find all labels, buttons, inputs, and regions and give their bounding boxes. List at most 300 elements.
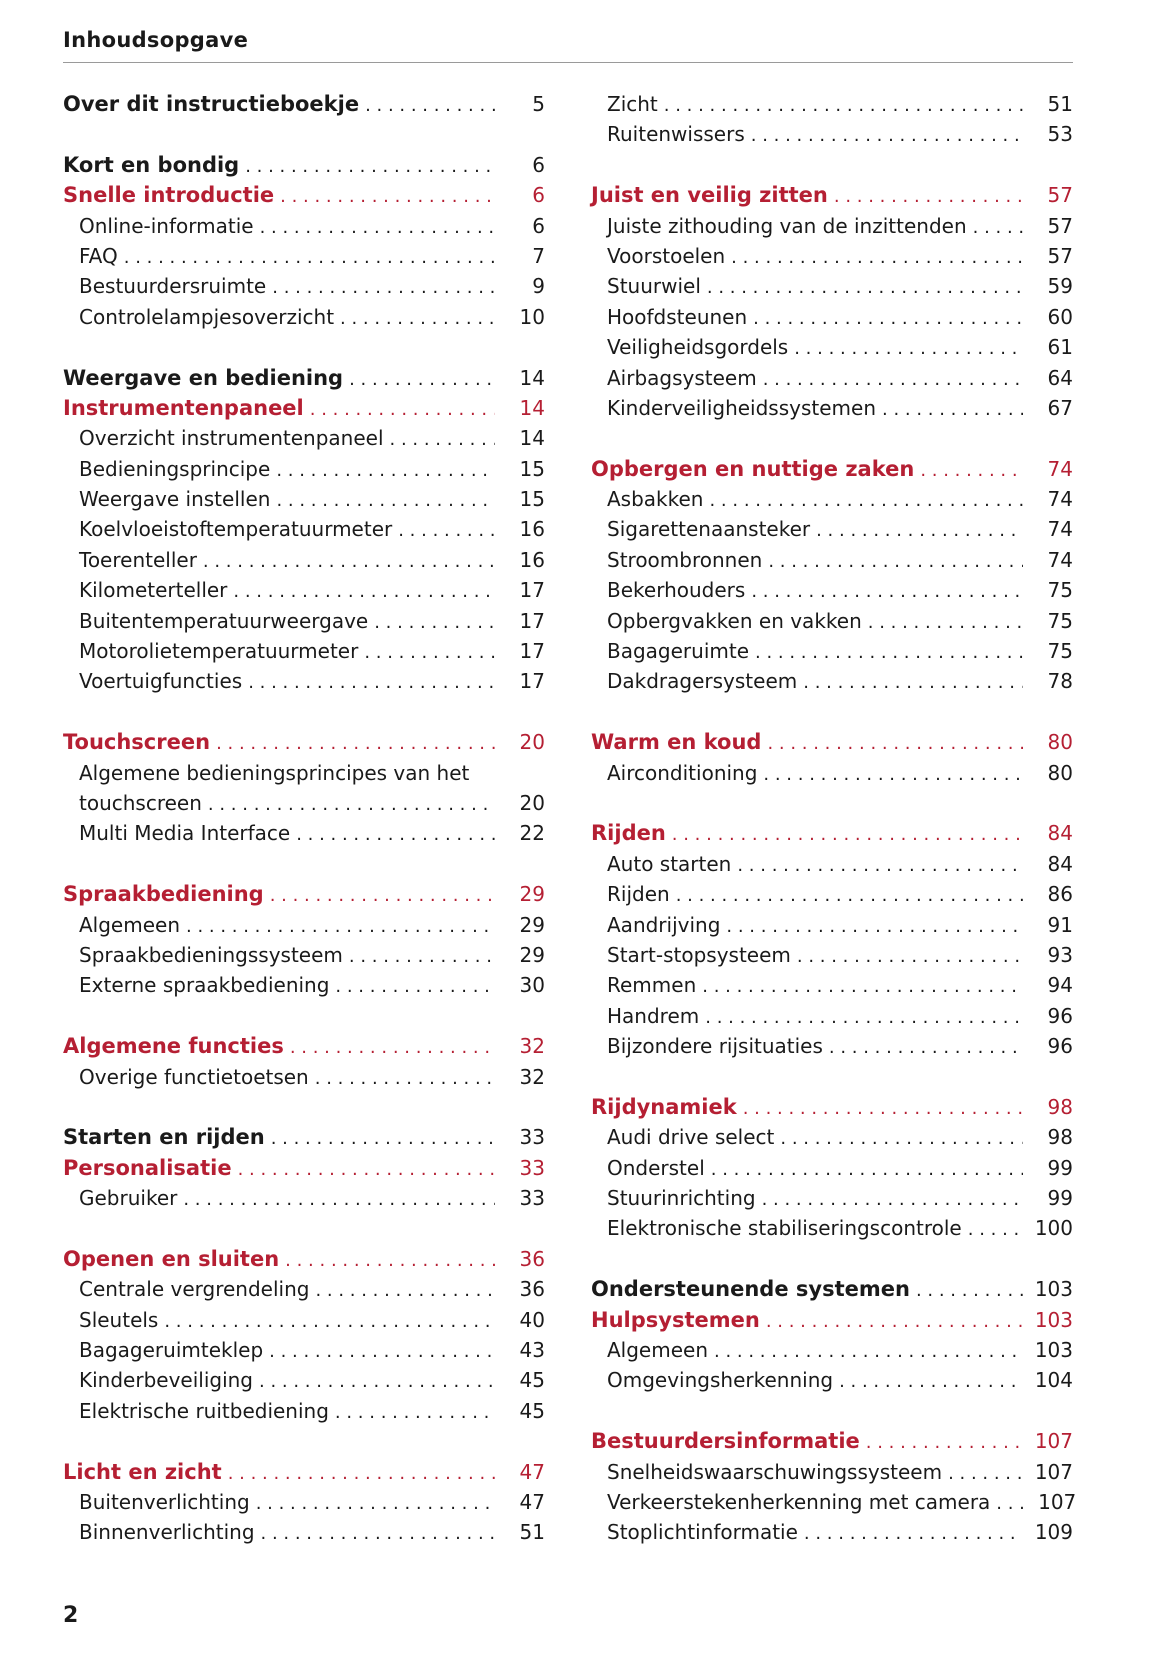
toc-page-number: 103 (1034, 1307, 1073, 1332)
toc-section-entry[interactable] (63, 548, 545, 578)
toc-dot-leader (705, 1007, 1023, 1028)
toc-section-entry[interactable] (63, 609, 545, 639)
toc-dot-leader (866, 1432, 1023, 1453)
toc-section-entry[interactable] (591, 1338, 1073, 1368)
toc-dot-leader (882, 399, 1023, 420)
toc-page-number: 74 (1047, 517, 1073, 542)
toc-dot-leader (203, 551, 495, 572)
section-spacer (63, 122, 545, 152)
toc-dot-leader (768, 551, 1023, 572)
toc-page-number: 64 (1047, 365, 1073, 390)
toc-dot-leader (780, 1128, 1023, 1149)
toc-dot-leader (186, 916, 495, 937)
toc-chapter-entry[interactable] (63, 1156, 545, 1186)
toc-entry-title: touchscreen (79, 790, 202, 815)
toc-column-left (63, 92, 545, 1551)
toc-page-number: 103 (1034, 1277, 1073, 1302)
toc-page-number: 99 (1047, 1186, 1073, 1211)
toc-section-entry[interactable] (63, 305, 545, 335)
toc-dot-leader (365, 95, 495, 116)
toc-chapter-entry[interactable] (63, 730, 545, 760)
section-spacer (63, 335, 545, 365)
toc-page-number: 59 (1047, 274, 1073, 299)
toc-section-entry[interactable] (63, 943, 545, 973)
toc-entry-title: Licht en zicht (63, 1459, 222, 1484)
toc-dot-leader (916, 1280, 1023, 1301)
toc-entry-title: Bagageruimte (607, 639, 750, 664)
toc-section-entry[interactable] (63, 973, 545, 1003)
toc-section-entry[interactable] (63, 1277, 545, 1307)
section-spacer (63, 1429, 545, 1459)
toc-chapter-entry[interactable] (63, 183, 545, 213)
toc-page-number: 96 (1047, 1003, 1073, 1028)
toc-entry-title: Voorstoelen (607, 243, 726, 268)
toc-entry-title: Audi drive select (607, 1125, 775, 1150)
toc-section-entry[interactable] (591, 1156, 1073, 1186)
toc-section-entry[interactable] (591, 669, 1073, 699)
toc-chapter-entry[interactable] (591, 1095, 1073, 1125)
section-spacer (63, 1004, 545, 1034)
toc-section-entry[interactable] (591, 943, 1073, 973)
toc-entry-title: Aandrijving (607, 912, 721, 937)
toc-column-right (591, 92, 1077, 1551)
toc-chapter-entry[interactable] (63, 366, 545, 396)
toc-page-number: 47 (519, 1489, 545, 1514)
toc-dot-leader (228, 1463, 495, 1484)
toc-chapter-entry[interactable] (63, 396, 545, 426)
toc-dot-leader (834, 186, 1023, 207)
toc-entry-title: Remmen (607, 973, 697, 998)
toc-entry-title: Koelvloeistoftemperatuurmeter (79, 517, 393, 542)
toc-page-number: 84 (1047, 851, 1073, 876)
toc-section-entry[interactable] (63, 639, 545, 669)
toc-section-entry[interactable] (591, 274, 1073, 304)
toc-dot-leader (216, 733, 495, 754)
toc-dot-leader (183, 1189, 495, 1210)
toc-section-entry[interactable] (63, 1186, 545, 1216)
toc-page-number: 53 (1047, 122, 1073, 147)
toc-dot-leader (731, 247, 1023, 268)
toc-section-entry[interactable] (591, 335, 1073, 365)
toc-dot-leader (340, 308, 495, 329)
toc-dot-leader (233, 581, 495, 602)
toc-dot-leader (315, 1068, 495, 1089)
toc-section-entry[interactable] (63, 761, 545, 791)
toc-section-entry[interactable] (591, 366, 1073, 396)
toc-page-number: 78 (1047, 669, 1073, 694)
toc-chapter-entry[interactable] (591, 1308, 1073, 1338)
toc-section-entry[interactable] (63, 1308, 545, 1338)
section-spacer (591, 1399, 1073, 1429)
toc-section-entry[interactable] (591, 761, 1073, 791)
toc-entry-title: Sigarettenaansteker (607, 517, 811, 542)
toc-entry-title: Centrale vergrendeling (79, 1277, 310, 1302)
toc-dot-leader (948, 1463, 1023, 1484)
toc-chapter-entry[interactable] (591, 183, 1073, 213)
toc-page-number: 29 (519, 912, 545, 937)
toc-entry-title: Controlelampjesoverzicht (79, 304, 335, 329)
toc-entry-title: Gebruiker (79, 1186, 178, 1211)
toc-dot-leader (707, 277, 1023, 298)
toc-page-number: 98 (1047, 1125, 1073, 1150)
page-number: 2 (63, 1603, 79, 1628)
toc-dot-leader (711, 1159, 1023, 1180)
toc-section-entry[interactable] (63, 426, 545, 456)
toc-page-number: 109 (1034, 1520, 1073, 1545)
toc-entry-title: Dakdragersysteem (607, 669, 798, 694)
toc-entry-title: Binnenverlichting (79, 1520, 255, 1545)
toc-section-entry[interactable] (63, 1368, 545, 1398)
toc-page-number: 74 (1047, 487, 1073, 512)
toc-entry-title: Voertuigfuncties (79, 669, 243, 694)
toc-chapter-entry[interactable] (63, 1460, 545, 1490)
toc-section-entry[interactable] (591, 548, 1073, 578)
toc-page-number: 33 (519, 1125, 545, 1150)
toc-section-entry[interactable] (63, 1065, 545, 1095)
toc-page-number: 16 (519, 547, 545, 572)
toc-entry-title: Bagageruimteklep (79, 1338, 264, 1363)
toc-page-number: 57 (1047, 213, 1073, 238)
toc-entry-title: Veiligheidsgordels (607, 335, 789, 360)
toc-entry-title: Auto starten (607, 851, 732, 876)
toc-dot-leader (672, 824, 1023, 845)
toc-chapter-entry[interactable] (63, 1247, 545, 1277)
toc-entry-title: FAQ (79, 243, 118, 268)
toc-section-entry[interactable] (591, 1125, 1073, 1155)
toc-entry-title: Bedieningsprincipe (79, 456, 271, 481)
toc-section-entry[interactable] (63, 487, 545, 517)
toc-dot-leader (868, 612, 1023, 633)
toc-entry-title: Overige functietoetsen (79, 1064, 309, 1089)
section-spacer (63, 700, 545, 730)
toc-dot-leader (276, 490, 495, 511)
toc-page-number: 60 (1047, 304, 1073, 329)
toc-dot-leader (390, 429, 495, 450)
toc-page-number: 17 (519, 639, 545, 664)
toc-entry-title: Kort en bondig (63, 152, 240, 177)
toc-section-entry[interactable] (591, 487, 1073, 517)
toc-dot-leader (349, 369, 495, 390)
toc-dot-leader (751, 125, 1023, 146)
toc-entry-title: Stuurinrichting (607, 1186, 756, 1211)
toc-section-entry[interactable] (591, 1460, 1073, 1490)
toc-chapter-entry[interactable] (591, 821, 1073, 851)
toc-page-number: 75 (1047, 578, 1073, 603)
toc-page-number: 45 (519, 1368, 545, 1393)
toc-entry-title: Kilometerteller (79, 578, 228, 603)
toc-page-number: 104 (1034, 1368, 1073, 1393)
toc-entry-title: Zicht (607, 92, 658, 116)
toc-dot-leader (767, 733, 1023, 754)
toc-dot-leader (296, 824, 495, 845)
toc-page-number: 96 (1047, 1034, 1073, 1059)
toc-section-entry[interactable] (591, 214, 1073, 244)
toc-section-entry[interactable] (591, 973, 1073, 1003)
toc-entry-title: Spraakbedieningssysteem (79, 942, 343, 967)
toc-entry-title: Toerenteller (79, 547, 197, 572)
toc-page-number: 36 (519, 1277, 545, 1302)
toc-section-entry[interactable] (63, 1490, 545, 1520)
toc-entry-title: Externe spraakbediening (79, 973, 330, 998)
toc-dot-leader (364, 642, 495, 663)
toc-page-number: 86 (1047, 882, 1073, 907)
toc-page-number: 29 (519, 942, 545, 967)
toc-section-entry[interactable] (63, 517, 545, 547)
toc-section-entry[interactable] (63, 669, 545, 699)
toc-section-entry[interactable] (591, 305, 1073, 335)
toc-entry-title: Ruitenwissers (607, 122, 745, 147)
toc-section-entry[interactable] (591, 396, 1073, 426)
toc-entry-title: Airconditioning (607, 760, 758, 785)
toc-entry-title: Juiste zithouding van de inzittenden (607, 213, 967, 238)
toc-entry-title: Weergave instellen (79, 487, 271, 512)
toc-entry-title: Kinderbeveiliging (79, 1368, 254, 1393)
toc-dot-leader (290, 1037, 495, 1058)
toc-entry-title: Onderstel (607, 1155, 705, 1180)
toc-entry-title: Instrumentenpaneel (63, 395, 304, 420)
toc-chapter-entry[interactable] (63, 92, 545, 122)
toc-section-entry[interactable] (591, 1216, 1073, 1246)
toc-page-number: 75 (1047, 608, 1073, 633)
toc-entry-title: Snelheidswaarschuwingssysteem (607, 1459, 943, 1484)
toc-page-number: 36 (519, 1246, 545, 1271)
toc-page-number: 32 (519, 1064, 545, 1089)
toc-page-number: 33 (519, 1155, 545, 1180)
toc-dot-leader (816, 520, 1023, 541)
toc-chapter-entry[interactable] (63, 153, 545, 183)
toc-entry-title: Personalisatie (63, 1155, 232, 1180)
toc-dot-leader (248, 672, 495, 693)
toc-page-number: 51 (1047, 92, 1073, 116)
toc-section-entry[interactable] (63, 821, 545, 851)
toc-page-number: 74 (1047, 456, 1073, 481)
toc-page-number: 91 (1047, 912, 1073, 937)
toc-dot-leader (804, 1523, 1023, 1544)
toc-page-number: 29 (519, 882, 545, 907)
toc-section-entry[interactable] (591, 913, 1073, 943)
toc-entry-title: Handrem (607, 1003, 700, 1028)
toc-entry-title: Openen en sluiten (63, 1246, 280, 1271)
toc-entry-title: Algemeen (79, 912, 181, 937)
toc-section-entry[interactable] (63, 1338, 545, 1368)
toc-section-entry[interactable] (591, 609, 1073, 639)
toc-entry-title: Start-stopsysteem (607, 942, 791, 967)
toc-page-number: 5 (532, 92, 545, 116)
toc-section-entry[interactable] (63, 791, 545, 821)
toc-dot-leader (398, 520, 495, 541)
toc-entry-title: Opbergen en nuttige zaken (591, 456, 915, 481)
toc-dot-leader (164, 1311, 495, 1332)
toc-page-number: 67 (1047, 395, 1073, 420)
toc-dot-leader (714, 1341, 1023, 1362)
toc-page-number: 22 (519, 821, 545, 846)
toc-page-number: 14 (519, 426, 545, 451)
toc-dot-leader (751, 581, 1023, 602)
toc-section-entry[interactable] (591, 1034, 1073, 1064)
toc-page-number: 20 (519, 790, 545, 815)
toc-section-entry[interactable] (591, 517, 1073, 547)
toc-section-entry[interactable] (591, 1186, 1073, 1216)
toc-section-entry[interactable] (591, 578, 1073, 608)
toc-entry-title: Bestuurdersinformatie (591, 1429, 860, 1454)
toc-chapter-entry[interactable] (591, 1277, 1073, 1307)
toc-entry-title: Stoplichtinformatie (607, 1520, 798, 1545)
toc-section-entry[interactable] (63, 1399, 545, 1429)
toc-dot-leader (271, 1128, 495, 1149)
toc-chapter-entry[interactable] (591, 730, 1073, 760)
toc-page-number: 75 (1047, 639, 1073, 664)
toc-section-entry[interactable] (63, 578, 545, 608)
toc-chapter-entry[interactable] (591, 1429, 1073, 1459)
toc-dot-leader (315, 1280, 495, 1301)
toc-entry-title: Stuurwiel (607, 274, 701, 299)
toc-dot-leader (794, 338, 1023, 359)
toc-entry-title: Omgevingsherkenning (607, 1368, 834, 1393)
section-spacer (591, 791, 1073, 821)
toc-entry-title: Opbergvakken en vakken (607, 608, 862, 633)
section-spacer (591, 700, 1073, 730)
toc-section-entry[interactable] (591, 1489, 1077, 1520)
toc-page-number: 107 (1038, 1489, 1077, 1514)
toc-section-entry[interactable] (63, 214, 545, 244)
toc-entry-title: Overzicht instrumentenpaneel (79, 426, 384, 451)
toc-section-entry[interactable] (591, 92, 1073, 122)
toc-entry-title: Weergave en bediening (63, 365, 344, 390)
toc-dot-leader (335, 976, 495, 997)
toc-section-entry[interactable] (63, 274, 545, 304)
toc-section-entry[interactable] (591, 882, 1073, 912)
toc-page-number: 84 (1047, 821, 1073, 846)
toc-entry-title: Airbagsysteem (607, 365, 757, 390)
toc-chapter-entry[interactable] (63, 882, 545, 912)
toc-dot-leader (272, 277, 495, 298)
toc-entry-title: Stroombronnen (607, 547, 763, 572)
toc-page-number: 6 (532, 213, 545, 238)
toc-section-entry[interactable] (63, 1520, 545, 1550)
toc-page-number: 14 (519, 365, 545, 390)
toc-entry-title: Starten en rijden (63, 1125, 265, 1150)
toc-dot-leader (124, 247, 495, 268)
toc-dot-leader (238, 1159, 495, 1180)
toc-dot-leader (755, 642, 1023, 663)
toc-chapter-entry[interactable] (591, 457, 1073, 487)
toc-dot-leader (374, 612, 495, 633)
page-title: Inhoudsopgave (63, 28, 249, 52)
toc-dot-leader (973, 217, 1023, 238)
toc-entry-title: Juist en veilig zitten (591, 183, 828, 208)
toc-entry-title: Hoofdsteunen (607, 304, 748, 329)
toc-entry-title: Algemeen (607, 1338, 709, 1363)
toc-dot-leader (753, 308, 1023, 329)
toc-entry-title: Sleutels (79, 1307, 159, 1332)
toc-dot-leader (743, 1098, 1023, 1119)
toc-chapter-entry[interactable] (63, 1034, 545, 1064)
toc-dot-leader (676, 885, 1023, 906)
section-spacer (591, 1247, 1073, 1277)
toc-dot-leader (208, 794, 495, 815)
toc-dot-leader (664, 95, 1023, 116)
toc-entry-title: Rijden (607, 882, 670, 907)
toc-dot-leader (803, 672, 1023, 693)
section-spacer (63, 1095, 545, 1125)
toc-dot-leader (276, 460, 495, 481)
toc-page-number: 33 (519, 1186, 545, 1211)
toc-entry-title: Rijdynamiek (591, 1094, 737, 1119)
toc-dot-leader (839, 1371, 1023, 1392)
toc-page-number: 51 (519, 1520, 545, 1545)
toc-page-number: 43 (519, 1338, 545, 1363)
section-spacer (63, 852, 545, 882)
toc-entry-title: Bijzondere rijsituaties (607, 1034, 823, 1059)
toc-page-number: 32 (519, 1034, 545, 1059)
toc-page-number: 107 (1034, 1459, 1073, 1484)
toc-page-number: 16 (519, 517, 545, 542)
toc-dot-leader (726, 916, 1023, 937)
toc-page-number: 15 (519, 456, 545, 481)
toc-section-entry[interactable] (63, 913, 545, 943)
toc-entry-title: Rijden (591, 821, 666, 846)
toc-section-entry[interactable] (591, 852, 1073, 882)
toc-section-entry[interactable] (63, 244, 545, 274)
toc-dot-leader (709, 490, 1023, 511)
toc-page-number: 15 (519, 487, 545, 512)
toc-entry-title: Motorolietemperatuurmeter (79, 639, 359, 664)
toc-section-entry[interactable] (591, 244, 1073, 274)
toc-dot-leader (766, 1311, 1023, 1332)
toc-dot-leader (737, 855, 1023, 876)
toc-entry-title: Elektronische stabiliseringscontrole (607, 1216, 962, 1241)
toc-entry-title: Ondersteunende systemen (591, 1277, 910, 1302)
toc-entry-title: Bestuurdersruimte (79, 274, 267, 299)
toc-section-entry[interactable] (591, 639, 1073, 669)
toc-page-number: 6 (532, 152, 545, 177)
toc-page-number: 6 (532, 183, 545, 208)
toc-page-number: 7 (532, 243, 545, 268)
toc-section-entry[interactable] (591, 1520, 1073, 1550)
toc-section-entry[interactable] (591, 122, 1073, 152)
toc-page-number: 20 (519, 730, 545, 755)
toc-page-number: 100 (1034, 1216, 1073, 1241)
toc-section-entry[interactable] (591, 1004, 1073, 1034)
toc-section-entry[interactable] (63, 457, 545, 487)
toc-page-number: 30 (519, 973, 545, 998)
toc-chapter-entry[interactable] (63, 1125, 545, 1155)
toc-dot-leader (285, 1250, 495, 1271)
toc-entry-title: Kinderveiligheidssystemen (607, 395, 877, 420)
toc-dot-leader (260, 217, 495, 238)
toc-entry-title: Snelle introductie (63, 183, 275, 208)
toc-dot-leader (280, 186, 495, 207)
toc-dot-leader (310, 399, 495, 420)
toc-entry-title: Buitentemperatuurweergave (79, 608, 369, 633)
toc-page-number: 45 (519, 1398, 545, 1423)
toc-section-entry[interactable] (591, 1368, 1073, 1398)
toc-dot-leader (256, 1493, 495, 1514)
toc-dot-leader (270, 885, 495, 906)
toc-dot-leader (829, 1037, 1023, 1058)
toc-dot-leader (797, 946, 1023, 967)
section-spacer (591, 426, 1073, 456)
toc-dot-leader (269, 1341, 495, 1362)
toc-entry-title: Over dit instructieboekje (63, 92, 360, 116)
toc-page-number: 9 (532, 274, 545, 299)
toc-dot-leader (996, 1493, 1026, 1514)
toc-page-number: 17 (519, 578, 545, 603)
toc-entry-title: Algemene bedieningsprincipes van het (79, 760, 470, 785)
toc-page-number: 14 (519, 395, 545, 420)
toc-dot-leader (259, 1371, 495, 1392)
toc-page-number: 47 (519, 1459, 545, 1484)
